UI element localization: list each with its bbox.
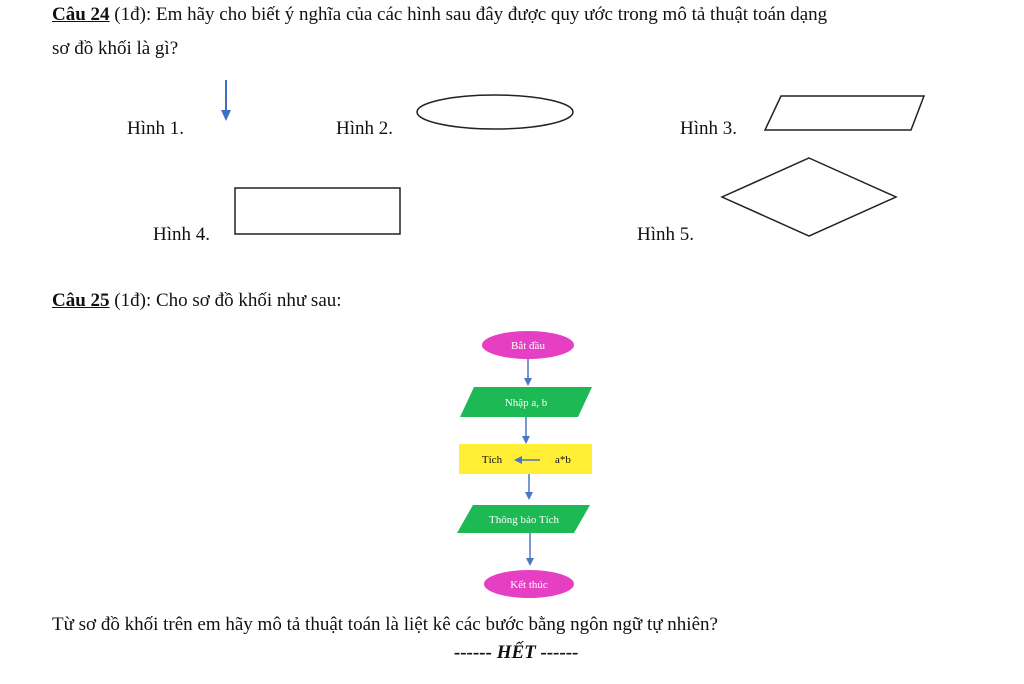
flow-start-label: Bắt đầu — [511, 340, 545, 352]
q24-points: (1đ): — [109, 4, 156, 25]
shape-label-5: Hình 5. — [637, 224, 694, 245]
flow-end-label: Kết thúc — [510, 579, 548, 591]
flow-process-left: Tích — [481, 454, 503, 466]
flow-process-right: a*b — [555, 454, 571, 466]
shape-label-3: Hình 3. — [680, 118, 737, 139]
q25-points: (1đ): — [109, 290, 156, 311]
q25-line — [52, 290, 342, 312]
q24-number: Câu 24 — [52, 4, 110, 25]
arrow-down-shape — [221, 80, 231, 121]
q24-text: Em hãy cho biết ý nghĩa của các hình sau đây được quy ước trong mô tả thuật toán dạng — [155, 4, 828, 25]
ellipse-shape — [417, 95, 573, 129]
end-marker — [454, 642, 579, 664]
shape-label-1: Hình 1. — [127, 118, 184, 139]
flow-output-label: Thông báo Tích — [488, 514, 560, 526]
shape-label-4: Hình 4. — [153, 224, 210, 245]
end-word: HẾT — [496, 642, 536, 663]
diamond-shape — [722, 158, 896, 236]
shape-label-2: Hình 2. — [336, 118, 393, 139]
flow-process — [459, 444, 592, 474]
end-dash-right: ------ — [540, 642, 579, 663]
flowchart — [457, 331, 592, 598]
q25-number: Câu 25 — [52, 290, 110, 311]
parallelogram-shape — [765, 96, 924, 130]
end-dash-left: ------ — [454, 642, 492, 663]
q24-line2: sơ đồ khối là gì? — [52, 38, 179, 59]
rectangle-shape — [235, 188, 400, 234]
final-question: Từ sơ đồ khối trên em hãy mô tả thuật toán là liệt kê các bước bằng ngôn ngữ tự nhiên? — [52, 614, 718, 635]
flow-input-label: Nhập a, b — [504, 397, 548, 409]
q25-text: Cho sơ đồ khối như sau: — [155, 290, 342, 311]
